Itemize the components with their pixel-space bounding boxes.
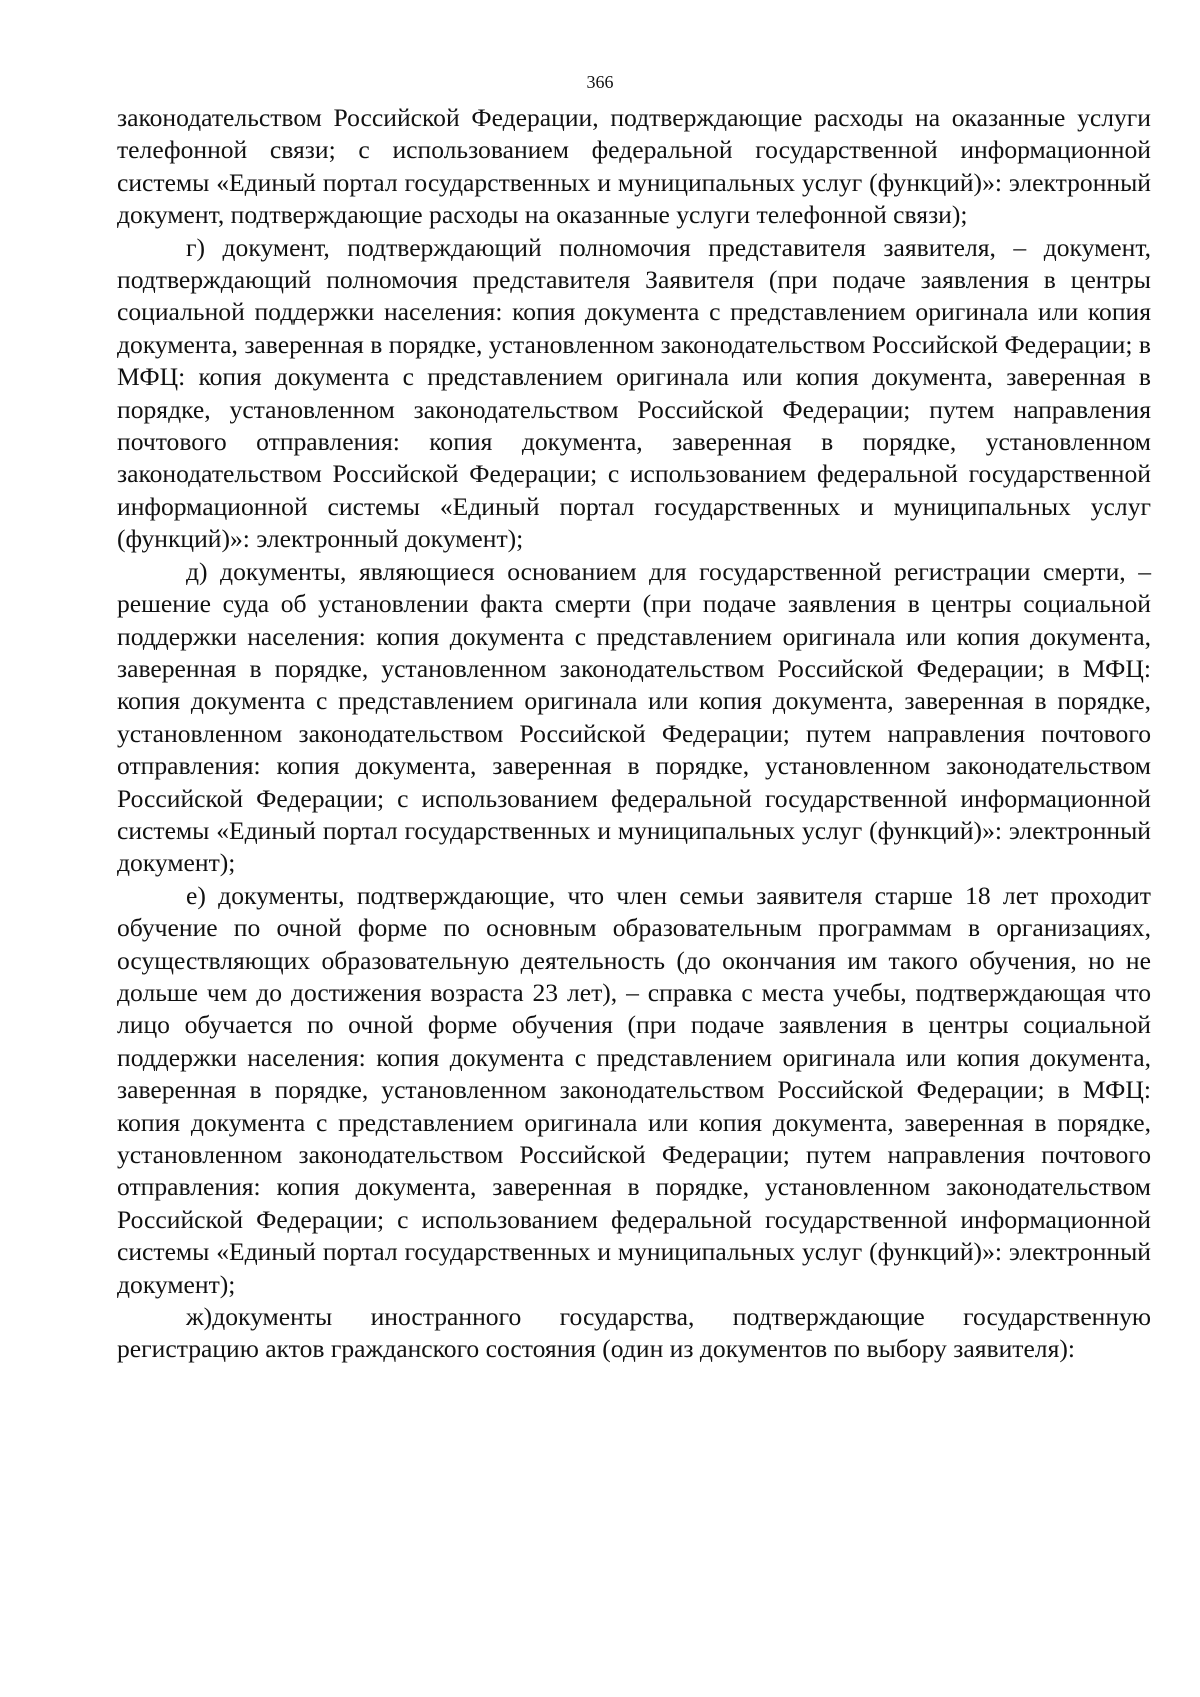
paragraph-item-zh: ж)документы иностранного государства, подтверждающие государственную регистрацию актов гражданского состояния (один из документов по выбору заявителя):	[117, 1302, 1151, 1364]
paragraph-item-e: е) документы, подтверждающие, что член семьи заявителя старше 18 лет проходит обучение по очной форме по основным образовательным программам в организациях, осуществляющих образовательную деятельность (до окончания им такого обучения, но не дольше чем до достижения возраста 23 лет), – справка с места учебы, подтверждающая что лицо обучается по очной форме обучения (при подаче заявления в центры социальной поддержки населения: копия документа с представлением оригинала или копия документа, заверенная в порядке, установленном законодательством Российской Федерации; в МФЦ: копия документа с представлением оригинала или копия документа, заверенная в порядке, установленном законодательством Российской Федерации; путем направления почтового отправления: копия документа, заверенная в порядке, установленном законодательством Российской Федерации; с использованием федеральной государственной информационной системы «Единый портал государственных и муниципальных услуг (функций)»: электронный документ);	[117, 880, 1151, 1299]
page-number: 366	[586, 72, 614, 92]
paragraph-item-g: г) документ, подтверждающий полномочия представителя заявителя, – документ, подтверждающий полномочия представителя Заявителя (при подаче заявления в центры социальной поддержки населения: копия документа с представлением оригинала или копия документа, заверенная в порядке, установленном законодательством Российской Федерации; в МФЦ: копия документа с представлением оригинала или копия документа, заверенная в порядке, установленном законодательством Российской Федерации; путем направления почтового отправления: копия документа, заверенная в порядке, установленном законодательством Российской Федерации; с использованием федеральной государственной информационной системы «Единый портал государственных и муниципальных услуг (функций)»: электронный документ);	[117, 232, 1151, 554]
document-body	[117, 102, 1151, 1366]
paragraph-continuation: законодательством Российской Федерации, подтверждающие расходы на оказанные услуги телефонной связи; с использованием федеральной государственной информационной системы «Единый портал государственных и муниципальных услуг (функций)»: электронный документ, подтверждающие расходы на оказанные услуги телефонной связи);	[117, 103, 1151, 230]
paragraph-item-d: д) документы, являющиеся основанием для государственной регистрации смерти, – решение суда об установлении факта смерти (при подаче заявления в центры социальной поддержки населения: копия документа с представлением оригинала или копия документа, заверенная в порядке, установленном законодательством Российской Федерации; в МФЦ: копия документа с представлением оригинала или копия документа, заверенная в порядке, установленном законодательством Российской Федерации; путем направления почтового отправления: копия документа, заверенная в порядке, установленном законодательством Российской Федерации; с использованием федеральной государственной информационной системы «Единый портал государственных и муниципальных услуг (функций)»: электронный документ);	[117, 556, 1151, 878]
